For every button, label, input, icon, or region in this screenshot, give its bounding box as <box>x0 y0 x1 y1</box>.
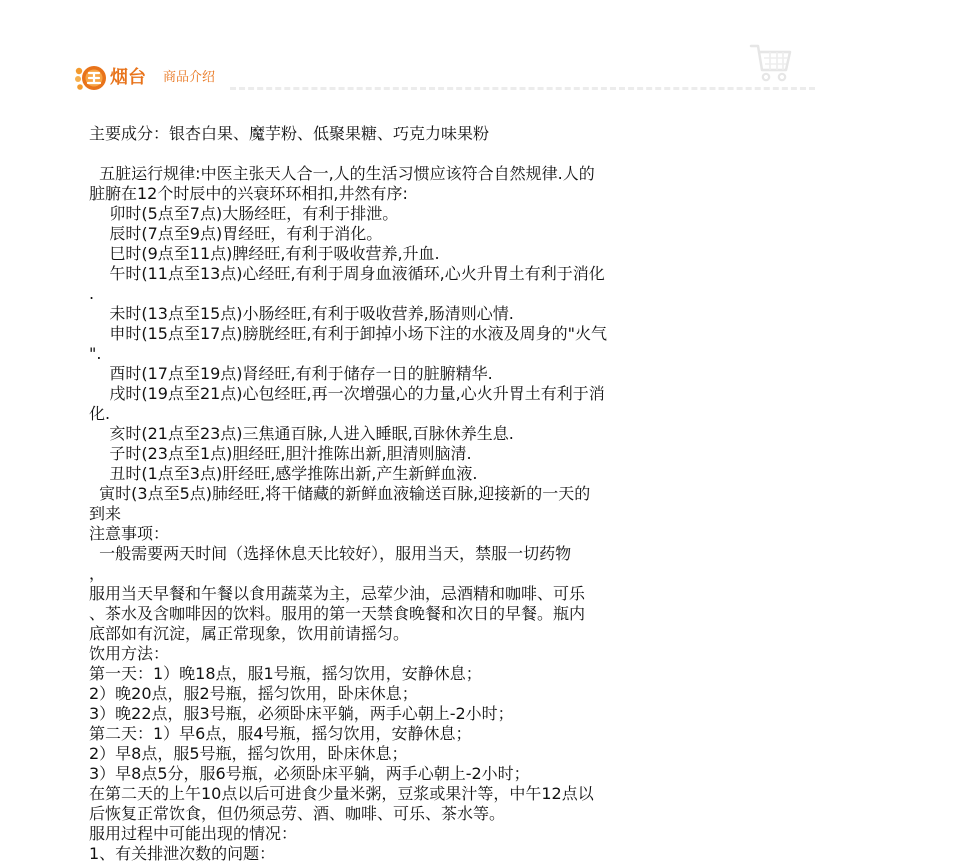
description-line: 酉时(17点至19点)肾经旺,有利于储存一日的脏腑精华. <box>89 364 493 383</box>
description-line: 底部如有沉淀，属正常现象，饮用前请摇匀。 <box>89 624 410 643</box>
description-line: 戌时(19点至21点)心包经旺,再一次增强心的力量,心火升胃土有利于消 <box>89 384 605 403</box>
description-line: 化. <box>89 404 111 423</box>
description-line: 申时(15点至17点)膀胱经旺,有利于卸掉小场下注的水液及周身的"火气 <box>89 324 607 343</box>
description-line: 子时(23点至1点)胆经旺,胆汁推陈出新,胆清则脑清. <box>89 444 472 463</box>
description-line: . <box>89 284 95 303</box>
description-line: 注意事项： <box>89 524 170 543</box>
description-line: 未时(13点至15点)小肠经旺,有利于吸收营养,肠清则心情. <box>89 304 514 323</box>
description-line: 第二天：1）早6点，服4号瓶，摇匀饮用，安静休息； <box>89 724 472 743</box>
description-line: 一般需要两天时间（选择休息天比较好），服用当天，禁服一切药物 <box>89 544 572 563</box>
description-line: 脏腑在12个时辰中的兴衰环环相扣,井然有序: <box>89 184 408 203</box>
header-divider <box>230 87 815 90</box>
section-label-product-intro: 商品介绍 <box>163 70 216 85</box>
brand-logo-icon <box>74 62 106 94</box>
description-line: 辰时(7点至9点)胃经旺，有利于消化。 <box>89 224 383 243</box>
description-line: 五脏运行规律:中医主张天人合一,人的生活习惯应该符合自然规律.人的 <box>89 164 595 183</box>
description-line: 丑时(1点至3点)肝经旺,感学推陈出新,产生新鲜血液. <box>89 464 478 483</box>
description-line: 1、有关排泄次数的问题： <box>89 844 276 863</box>
page-header <box>0 0 980 110</box>
description-line: 服用过程中可能出现的情况： <box>89 824 298 843</box>
description-line: 卯时(5点至7点)大肠经旺，有利于排泄。 <box>89 204 399 223</box>
description-line: 2）早8点，服5号瓶，摇匀饮用，卧床休息； <box>89 744 408 763</box>
description-line: 到来 <box>89 504 122 523</box>
description-line: 2）晚20点，服2号瓶，摇匀饮用，卧床休息； <box>89 684 418 703</box>
description-line: 3）早8点5分，服6号瓶，必须卧床平躺，两手心朝上-2小时； <box>89 764 530 783</box>
shopping-cart-icon[interactable] <box>748 40 794 84</box>
blank-line <box>89 144 729 164</box>
description-line: ". <box>89 344 102 363</box>
description-line: 寅时(3点至5点)肺经旺,将干储藏的新鲜血液输送百脉,迎接新的一天的 <box>89 484 591 503</box>
product-description <box>89 124 729 864</box>
description-line: 后恢复正常饮食，但仍须忌劳、酒、咖啡、可乐、茶水等。 <box>89 804 506 823</box>
description-line: 服用当天早餐和午餐以食用蔬菜为主，忌荤少油，忌酒精和咖啡、可乐 <box>89 584 586 603</box>
description-line: 3）晚22点，服3号瓶，必须卧床平躺，两手心朝上-2小时； <box>89 704 514 723</box>
description-line: 在第二天的上午10点以后可进食少量米粥，豆浆或果汁等，中午12点以 <box>89 784 594 803</box>
description-line: 第一天：1）晚18点，服1号瓶，摇匀饮用，安静休息； <box>89 664 482 683</box>
brand-name: 烟台 <box>110 67 146 88</box>
description-line: 巳时(9点至11点)脾经旺,有利于吸收营养,升血. <box>89 244 440 263</box>
description-line: ， <box>89 564 106 583</box>
description-line: 午时(11点至13点)心经旺,有利于周身血液循环,心火升胃土有利于消化 <box>89 264 605 283</box>
description-line: 主要成分：银杏白果、魔芋粉、低聚果糖、巧克力味果粉 <box>89 124 490 143</box>
brand-logo[interactable] <box>74 62 152 94</box>
description-line: 饮用方法： <box>89 644 170 663</box>
description-line: 亥时(21点至23点)三焦通百脉,人进入睡眠,百脉休养生息. <box>89 424 514 443</box>
description-line: 、茶水及含咖啡因的饮料。服用的第一天禁食晚餐和次日的早餐。瓶内 <box>89 604 586 623</box>
